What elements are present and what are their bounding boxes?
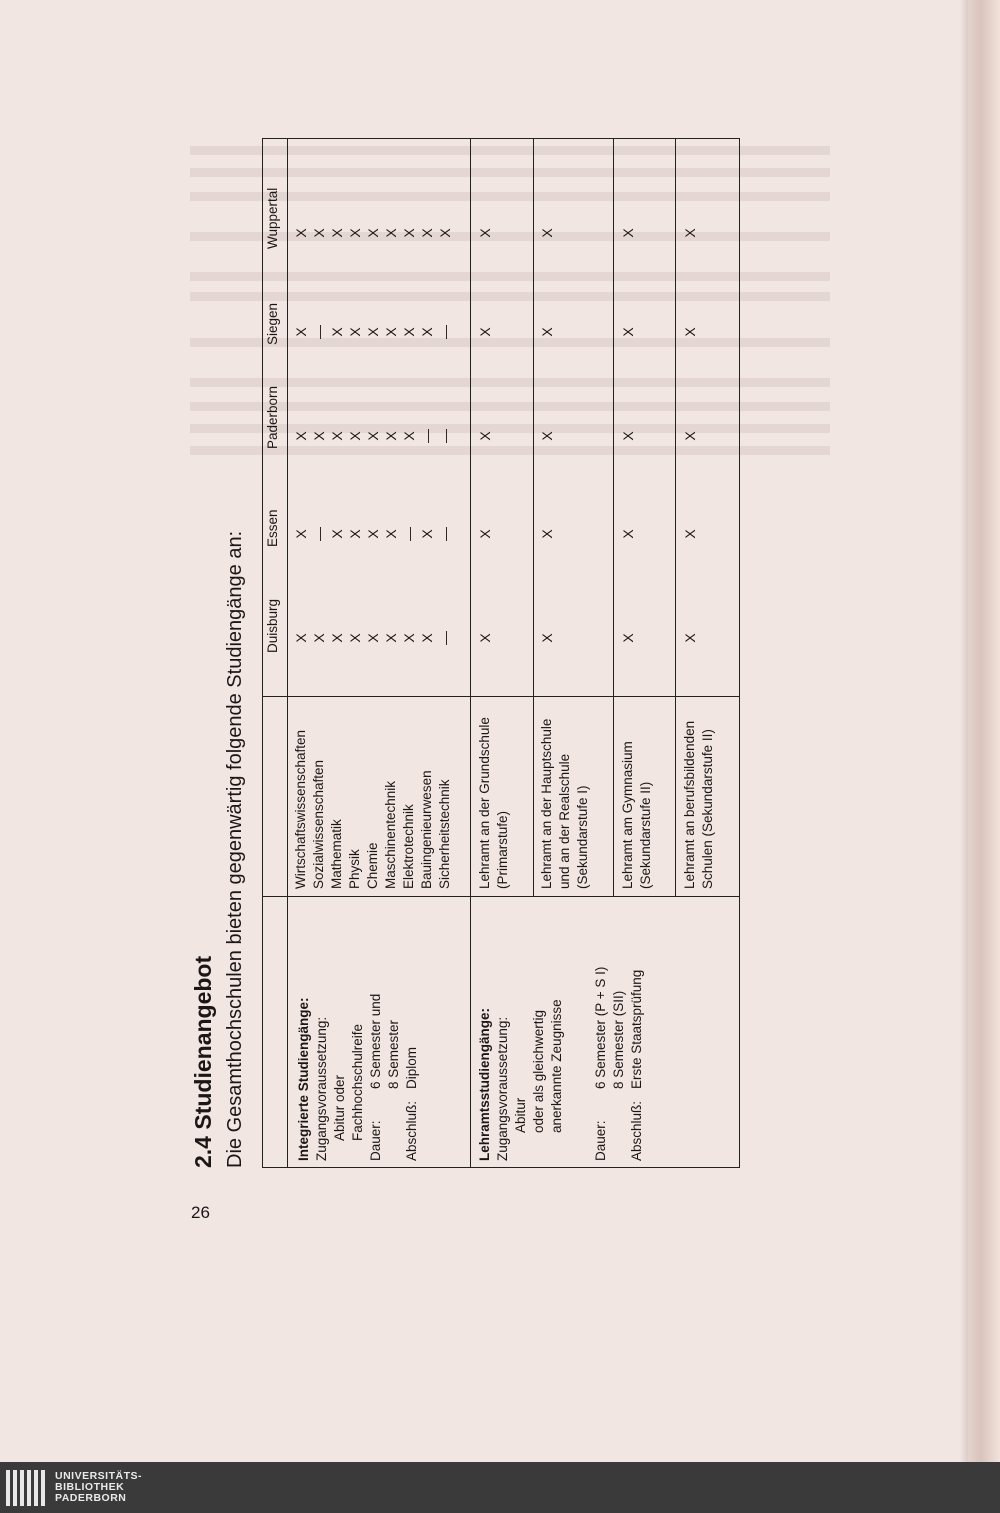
- availability-mark: X: [347, 228, 363, 238]
- duration-line: 8 Semester (SII): [611, 990, 626, 1089]
- university-header: Essen: [265, 509, 280, 547]
- availability-mark: X: [365, 529, 381, 539]
- availability-mark: X: [477, 327, 493, 337]
- table-column-divider: [263, 896, 739, 897]
- availability-mark: X: [365, 228, 381, 238]
- subject-name: Physik: [347, 849, 362, 889]
- availability-mark: X: [682, 327, 698, 337]
- availability-mark: X: [365, 327, 381, 337]
- teacher-subject: [619, 741, 655, 889]
- availability-mark: X: [383, 431, 399, 441]
- availability-mark: —: [401, 527, 417, 541]
- subject-line: (Primarstufe): [495, 810, 510, 889]
- page-edge: [968, 0, 1000, 1462]
- availability-mark: X: [419, 633, 435, 643]
- availability-mark: X: [419, 529, 435, 539]
- subject-line: Schulen (Sekundarstufe II): [700, 729, 715, 889]
- availability-mark: X: [620, 633, 636, 643]
- page-number: 26: [191, 1203, 210, 1222]
- university-header: Wuppertal: [265, 187, 280, 249]
- availability-mark: X: [329, 529, 345, 539]
- availability-mark: —: [311, 325, 327, 339]
- availability-mark: X: [401, 327, 417, 337]
- availability-mark: X: [329, 327, 345, 337]
- availability-mark: X: [682, 431, 698, 441]
- group-heading: Integrierte Studiengänge:: [296, 997, 311, 1161]
- requirement-line: Fachhochschulreife: [350, 1023, 365, 1141]
- availability-mark: X: [620, 529, 636, 539]
- availability-mark: X: [477, 529, 493, 539]
- availability-mark: X: [539, 633, 555, 643]
- availability-mark: X: [401, 633, 417, 643]
- availability-mark: —: [437, 325, 453, 339]
- subject-line: Lehramt an berufsbildenden: [682, 720, 697, 889]
- teacher-subject: [538, 719, 592, 889]
- group-heading: Lehramtsstudiengänge:: [477, 1007, 492, 1161]
- subject-name: Maschinentechnik: [383, 780, 398, 889]
- table-group-divider: [470, 139, 471, 1167]
- availability-mark: X: [365, 431, 381, 441]
- availability-mark: X: [293, 327, 309, 337]
- university-header: Siegen: [265, 302, 280, 345]
- availability-mark: X: [293, 228, 309, 238]
- duration-line: Dauer: 6 Semester (P + S I): [593, 966, 608, 1161]
- subject-name: Sicherheitstechnik: [437, 779, 452, 889]
- availability-mark: X: [383, 228, 399, 238]
- availability-mark: X: [383, 327, 399, 337]
- requirement-line: Zugangsvoraussetzung:: [314, 1016, 329, 1161]
- table-row-divider: [675, 139, 676, 897]
- integrated-subjects-list: [292, 730, 454, 889]
- degree-line: Abschluß: Diplom: [404, 1046, 419, 1161]
- library-name-line: BIBLIOTHEK: [55, 1481, 125, 1493]
- availability-mark: X: [347, 327, 363, 337]
- requirement-line: anerkannte Zeugnisse: [549, 999, 564, 1133]
- availability-mark: X: [347, 431, 363, 441]
- table-column-divider: [263, 696, 739, 697]
- availability-mark: X: [383, 529, 399, 539]
- availability-mark: X: [311, 228, 327, 238]
- duration-line: 8 Semester: [386, 1019, 401, 1089]
- availability-mark: X: [419, 327, 435, 337]
- library-bars-icon: [6, 1470, 45, 1506]
- teacher-subject: [476, 717, 512, 889]
- subject-name: Mathematik: [329, 819, 344, 889]
- availability-mark: —: [419, 429, 435, 443]
- availability-mark: X: [329, 633, 345, 643]
- duration-line: Dauer: 6 Semester und: [368, 993, 383, 1161]
- availability-mark: X: [293, 529, 309, 539]
- availability-mark: X: [383, 633, 399, 643]
- requirement-line: Abitur: [513, 1097, 528, 1133]
- availability-mark: X: [293, 431, 309, 441]
- table-row-divider: [613, 139, 614, 897]
- rotated-content: [190, 128, 750, 1168]
- integrated-programs-requirements: [295, 994, 421, 1161]
- availability-mark: X: [682, 529, 698, 539]
- availability-mark: X: [329, 228, 345, 238]
- availability-mark: —: [311, 527, 327, 541]
- requirement-line: Zugangsvoraussetzung:: [495, 1016, 510, 1161]
- availability-mark: X: [293, 633, 309, 643]
- availability-mark: X: [477, 431, 493, 441]
- availability-mark: X: [682, 633, 698, 643]
- requirement-line: oder als gleichwertig: [531, 1009, 546, 1133]
- subject-line: Lehramt am Gymnasium: [620, 741, 635, 889]
- availability-mark: X: [477, 228, 493, 238]
- availability-mark: X: [620, 431, 636, 441]
- teacher-programs-requirements: [476, 967, 646, 1161]
- availability-mark: —: [437, 527, 453, 541]
- page-edge-shadow: [960, 0, 968, 1462]
- availability-mark: X: [682, 228, 698, 238]
- availability-mark: X: [539, 327, 555, 337]
- section-title: 2.4 Studienangebot: [190, 955, 216, 1168]
- availability-mark: X: [329, 431, 345, 441]
- availability-mark: X: [539, 529, 555, 539]
- subject-name: Elektrotechnik: [401, 804, 416, 889]
- availability-mark: —: [437, 631, 453, 645]
- subject-line: Lehramt an der Hauptschule: [539, 718, 554, 889]
- availability-mark: X: [437, 228, 453, 238]
- table-header-divider: [287, 139, 288, 1167]
- availability-mark: X: [477, 633, 493, 643]
- subject-name: Chemie: [365, 842, 380, 889]
- study-programs-table: [262, 138, 740, 1168]
- availability-mark: X: [365, 633, 381, 643]
- university-header: Duisburg: [265, 598, 280, 653]
- library-name: [55, 1471, 142, 1504]
- table-row-divider: [533, 139, 534, 897]
- subject-line: (Sekundarstufe I): [575, 785, 590, 889]
- availability-mark: X: [419, 228, 435, 238]
- availability-mark: —: [437, 429, 453, 443]
- availability-mark: X: [401, 431, 417, 441]
- section-intro: Die Gesamthochschulen bieten gegenwärtig folgende Studiengänge an:: [224, 530, 246, 1168]
- requirement-line: Abitur oder: [332, 1074, 347, 1141]
- subject-line: Lehramt an der Grundschule: [477, 717, 492, 889]
- availability-mark: X: [311, 431, 327, 441]
- availability-mark: X: [401, 228, 417, 238]
- subject-name: Bauingenieurwesen: [419, 770, 434, 889]
- availability-mark: X: [347, 529, 363, 539]
- library-name-line: PADERBORN: [55, 1492, 127, 1504]
- university-header: Paderborn: [265, 385, 280, 449]
- availability-mark: X: [311, 633, 327, 643]
- availability-mark: X: [347, 633, 363, 643]
- availability-mark: X: [539, 228, 555, 238]
- availability-mark: X: [539, 431, 555, 441]
- teacher-subject: [681, 721, 717, 889]
- subject-name: Wirtschaftswissenschaften: [293, 729, 308, 889]
- availability-mark: X: [620, 228, 636, 238]
- library-name-line: UNIVERSITÄTS-: [55, 1470, 143, 1482]
- degree-line: Abschluß: Erste Staatsprüfung: [629, 969, 644, 1161]
- subject-name: Sozialwissenschaften: [311, 759, 326, 889]
- library-footer: [0, 1462, 1000, 1513]
- subject-line: und an der Realschule: [557, 753, 572, 889]
- subject-line: (Sekundarstufe II): [638, 781, 653, 889]
- availability-mark: X: [620, 327, 636, 337]
